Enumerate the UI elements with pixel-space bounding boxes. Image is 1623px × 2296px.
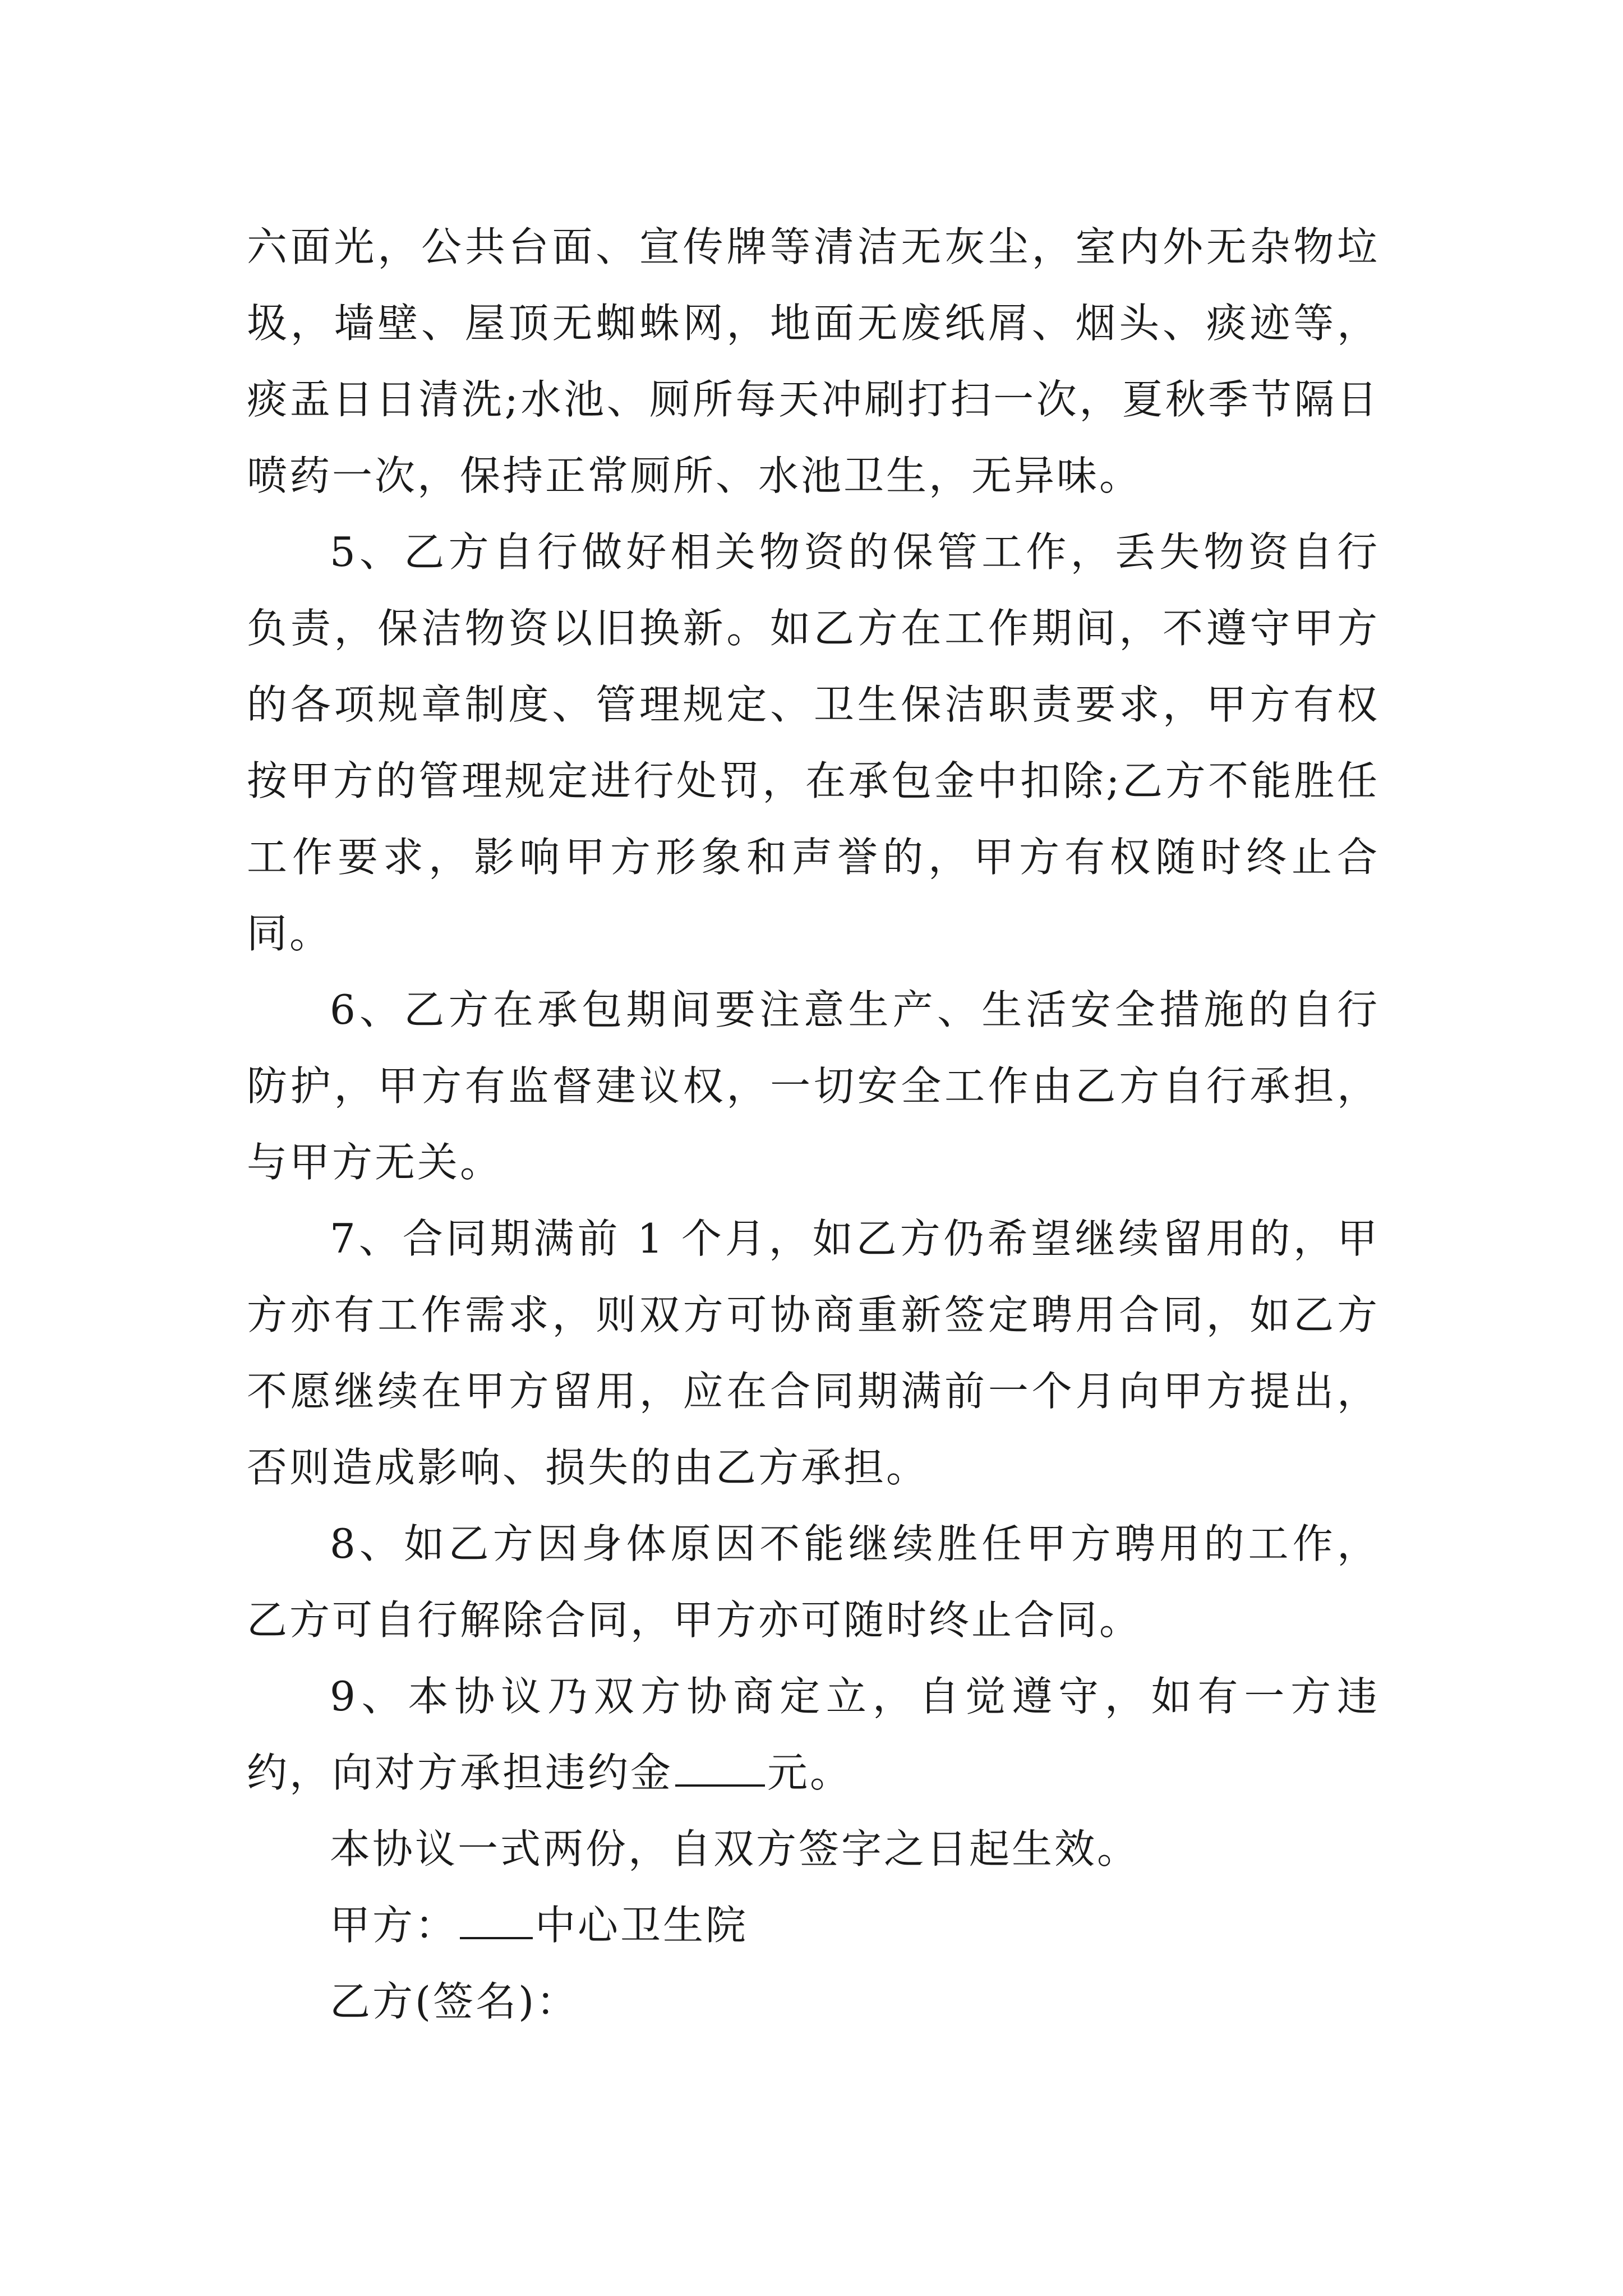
party-a-name-blank xyxy=(460,1897,533,1939)
party-a-line xyxy=(247,1887,1380,1963)
party-b-label: 乙方(签名)： xyxy=(330,1978,579,2025)
penalty-amount-blank xyxy=(675,1744,765,1787)
contract-body xyxy=(247,209,1380,2040)
clause-7: 7、合同期满前 1 个月，如乙方仍希望继续留用的，甲方亦有工作需求，则双方可协商重新签定聘用合同，如乙方不愿继续在甲方留用，应在合同期满前一个月向甲方提出，否则造成影响、损失的由乙方承担。 xyxy=(247,1215,1380,1491)
effective-statement: 本协议一式两份，自双方签字之日起生效。 xyxy=(330,1825,1140,1872)
clause-9-text: 9、本协议乃双方协商定立，自觉遵守，如有一方违约，向对方承担违约金 xyxy=(247,1673,1380,1796)
paragraph-continuation: 六面光，公共台面、宣传牌等清洁无灰尘，室内外无杂物垃圾，墙壁、屋顶无蜘蛛网，地面无废纸屑、烟头、痰迹等，痰盂日日清洗;水池、厕所每天冲刷打扫一次，夏秋季节隔日喷药一次，保持正常厕所、水池卫生，无异味。 xyxy=(247,223,1380,499)
clause-8: 8、如乙方因身体原因不能继续胜任甲方聘用的工作，乙方可自行解除合同，甲方亦可随时终止合同。 xyxy=(247,1520,1380,1644)
clause-5: 5、乙方自行做好相关物资的保管工作，丢失物资自行负责，保洁物资以旧换新。如乙方在工作期间，不遵守甲方的各项规章制度、管理规定、卫生保洁职责要求，甲方有权按甲方的管理规定进行处罚，在承包金中扣除;乙方不能胜任工作要求，影响甲方形象和声誉的，甲方有权随时终止合同。 xyxy=(247,528,1380,957)
clause-9 xyxy=(247,1658,1380,1811)
clause-6: 6、乙方在承包期间要注意生产、生活安全措施的自行防护，甲方有监督建议权，一切安全工作由乙方自行承担，与甲方无关。 xyxy=(247,986,1380,1186)
clause-9-unit: 元。 xyxy=(767,1749,853,1796)
party-a-name: 中心卫生院 xyxy=(535,1902,749,1949)
party-a-label: 甲方： xyxy=(330,1902,458,1949)
party-b-line xyxy=(247,1963,1380,2040)
